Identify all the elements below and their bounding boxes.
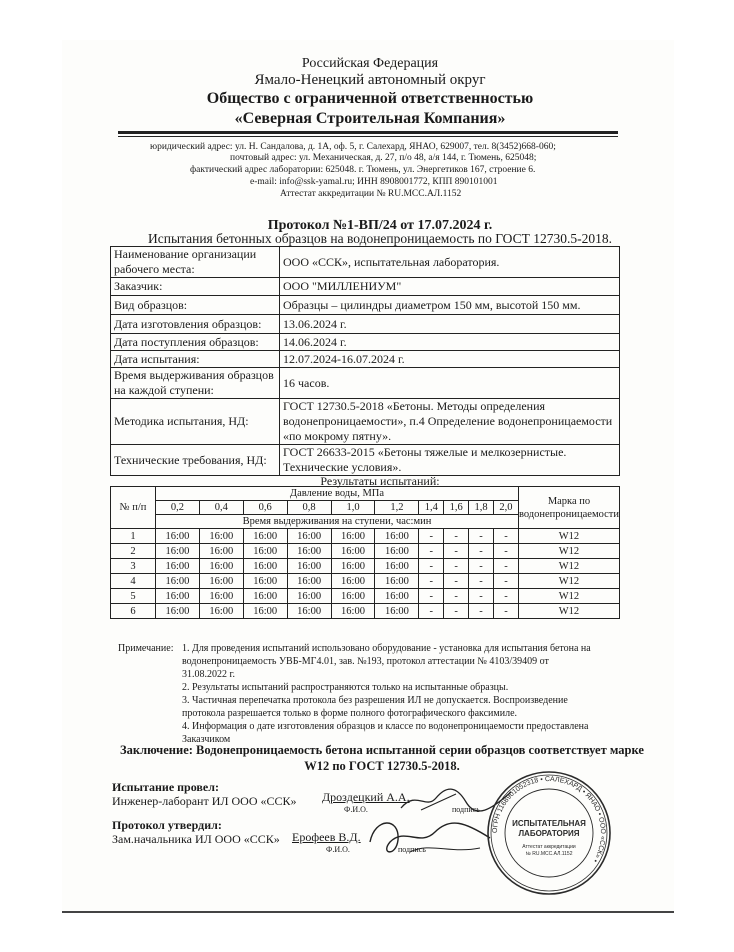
conclusion-line-2: W12 по ГОСТ 12730.5-2018.: [304, 759, 460, 773]
info-value: 12.07.2024-16.07.2024 г.: [280, 351, 620, 368]
header-region: Ямало-Ненецкий автономный округ: [254, 72, 486, 88]
pressure-header: Давление воды, МПа: [156, 487, 519, 501]
note-line: протокола разрешается только в форме полного фотографического факсимиле.: [182, 708, 518, 719]
header-rule-thick: [118, 131, 618, 134]
grade-cell: W12: [518, 574, 619, 589]
info-row: [111, 247, 620, 278]
time-cell: 16:00: [287, 604, 331, 619]
info-value: ГОСТ 12730.5-2018 «Бетоны. Методы определения водонепроницаемости», п.4 Определение водонепроницаемости «по мокрому пятну».: [280, 399, 620, 445]
grade-cell: W12: [518, 529, 619, 544]
time-cell: 16:00: [375, 589, 419, 604]
time-cell: -: [419, 544, 444, 559]
time-cell: 16:00: [243, 529, 287, 544]
results-title: Результаты испытаний:: [320, 474, 440, 488]
table-row: [111, 544, 620, 559]
time-cell: 16:00: [199, 574, 243, 589]
grade-cell: W12: [518, 559, 619, 574]
pressure-value: 2,0: [493, 501, 518, 515]
lab-stamp: [486, 770, 612, 896]
time-cell: 16:00: [287, 559, 331, 574]
header-org-name: «Северная Строительная Компания»: [234, 110, 506, 127]
info-label: Методика испытания, НД:: [111, 399, 280, 445]
protocol-subtitle: Испытания бетонных образцов на водонепроницаемость по ГОСТ 12730.5-2018.: [148, 231, 612, 246]
table-row: [111, 589, 620, 604]
time-cell: -: [444, 544, 469, 559]
time-cell: 16:00: [156, 589, 200, 604]
info-row: [111, 445, 620, 476]
pressure-value: 1,0: [331, 501, 375, 515]
grade-cell: W12: [518, 589, 619, 604]
time-cell: 16:00: [375, 529, 419, 544]
pressure-value: 1,2: [375, 501, 419, 515]
time-cell: 16:00: [243, 589, 287, 604]
info-value: ООО «ССК», испытательная лаборатория.: [280, 247, 620, 278]
time-cell: 16:00: [199, 529, 243, 544]
info-label: Время выдерживания образцов на каждой ступени:: [111, 368, 280, 399]
address-lab: фактический адрес лаборатории: 625048. г. Тюмень, ул. Энергетиков 167, строение 6.: [190, 165, 536, 175]
time-cell: 16:00: [331, 559, 375, 574]
info-row: [111, 399, 620, 445]
time-cell: 16:00: [243, 559, 287, 574]
info-label: Дата изготовления образцов:: [111, 315, 280, 334]
stamp-accr-2: № RU.MCC.АЛ.1152: [525, 851, 573, 857]
tester-position: Инженер-лаборант ИЛ ООО «ССК»: [112, 794, 297, 808]
time-cell: 16:00: [199, 559, 243, 574]
time-cell: 16:00: [156, 544, 200, 559]
address-postal: почтовый адрес: ул. Механическая, д. 27, п/о 48, а/я 144, г. Тюмень, 625048;: [230, 153, 537, 163]
row-number: 3: [111, 559, 156, 574]
signature-approver: [360, 812, 500, 862]
table-row: [111, 559, 620, 574]
time-header: Время выдерживания на ступени, час:мин: [156, 515, 519, 529]
sign-label: подпись: [452, 805, 480, 814]
table-row: [111, 574, 620, 589]
note-line: водонепроницаемость УВБ-МГ4.01, зав. №193, протокол аттестации № 4103/39409 от: [182, 656, 549, 667]
time-cell: 16:00: [199, 589, 243, 604]
time-cell: 16:00: [331, 544, 375, 559]
header-org-type: Общество с ограниченной ответственностью: [206, 90, 534, 107]
results-body: [111, 529, 620, 619]
note-line: Заказчиком: [182, 734, 231, 745]
time-cell: -: [419, 529, 444, 544]
grade-header: Марка по водонепроницаемости: [518, 487, 619, 529]
row-number: 2: [111, 544, 156, 559]
time-cell: 16:00: [156, 529, 200, 544]
info-row: [111, 351, 620, 368]
time-cell: -: [493, 559, 518, 574]
results-header-row: [111, 487, 620, 501]
bottom-rule: [62, 911, 674, 913]
results-table: [110, 486, 620, 619]
time-cell: -: [419, 604, 444, 619]
time-cell: 16:00: [331, 604, 375, 619]
time-cell: 16:00: [331, 529, 375, 544]
info-label: Технические требования, НД:: [111, 445, 280, 476]
header-country: Российская Федерация: [301, 56, 439, 71]
info-row: [111, 368, 620, 399]
grade-cell: W12: [518, 604, 619, 619]
info-row: [111, 278, 620, 296]
table-row: [111, 604, 620, 619]
time-cell: 16:00: [199, 544, 243, 559]
info-row: [111, 296, 620, 315]
time-cell: 16:00: [331, 589, 375, 604]
pressure-value: 1,8: [469, 501, 494, 515]
time-cell: 16:00: [375, 574, 419, 589]
time-cell: -: [419, 559, 444, 574]
pressure-value: 0,4: [199, 501, 243, 515]
header-rule-thin: [118, 136, 618, 137]
approver-position: Зам.начальника ИЛ ООО «ССК»: [112, 832, 280, 846]
time-cell: -: [493, 589, 518, 604]
time-cell: 16:00: [243, 574, 287, 589]
info-value: 14.06.2024 г.: [280, 334, 620, 351]
note-line: 31.08.2022 г.: [182, 669, 235, 680]
grade-cell: W12: [518, 544, 619, 559]
tester-name: Дроздецкий А.А.: [322, 790, 410, 804]
time-cell: -: [493, 529, 518, 544]
time-cell: -: [469, 589, 494, 604]
time-cell: 16:00: [243, 604, 287, 619]
pressure-value: 0,6: [243, 501, 287, 515]
time-cell: 16:00: [243, 544, 287, 559]
info-label: Заказчик:: [111, 278, 280, 296]
info-value: Образцы – цилиндры диаметром 150 мм, высотой 150 мм.: [280, 296, 620, 315]
stamp-center-1: ИСПЫТАТЕЛЬНАЯ: [512, 819, 586, 828]
time-cell: -: [469, 574, 494, 589]
fio-label: Ф.И.О.: [344, 805, 368, 814]
time-cell: 16:00: [331, 574, 375, 589]
info-value: ООО "МИЛЛЕНИУМ": [280, 278, 620, 296]
info-value: 16 часов.: [280, 368, 620, 399]
note-line: 3. Частичная перепечатка протокола без разрешения ИЛ не допускается. Воспроизведение: [182, 695, 568, 706]
time-cell: 16:00: [287, 589, 331, 604]
info-row: [111, 334, 620, 351]
address-accreditation: Аттестат аккредитации № RU.MCC.АЛ.1152: [280, 189, 462, 199]
time-cell: -: [419, 574, 444, 589]
time-cell: 16:00: [287, 574, 331, 589]
info-value: 13.06.2024 г.: [280, 315, 620, 334]
tested-heading: Испытание провел:: [112, 780, 219, 794]
time-cell: 16:00: [375, 604, 419, 619]
row-number: 1: [111, 529, 156, 544]
time-cell: 16:00: [375, 544, 419, 559]
approver-name: Ерофеев В.Д.: [292, 830, 361, 844]
sign-label-2: подпись: [398, 845, 426, 854]
time-cell: -: [493, 604, 518, 619]
time-cell: -: [444, 604, 469, 619]
address-legal: юридический адрес: ул. Н. Сандалова, д. 1А, оф. 5, г. Салехард, ЯНАО, 629007, тел. 8(3452)668-060;: [150, 142, 556, 152]
time-cell: 16:00: [199, 604, 243, 619]
info-label: Дата испытания:: [111, 351, 280, 368]
time-cell: 16:00: [375, 559, 419, 574]
address-email: e-mail: info@ssk-yamal.ru; ИНН 8908001772, КПП 890101001: [250, 177, 498, 187]
approved-heading: Протокол утвердил:: [112, 818, 222, 832]
pressure-value: 1,6: [444, 501, 469, 515]
pressure-value: 1,4: [419, 501, 444, 515]
note-line: 4. Информация о дате изготовления образцов и классе по водонепроницаемости предоставлена: [182, 721, 589, 732]
time-cell: -: [444, 574, 469, 589]
info-label: Наименование организации рабочего места:: [111, 247, 280, 278]
table-row: [111, 529, 620, 544]
time-cell: -: [469, 529, 494, 544]
info-table: [110, 246, 620, 476]
time-cell: -: [493, 544, 518, 559]
stamp-center-2: ЛАБОРАТОРИЯ: [518, 829, 580, 838]
col-num-header: № п/п: [111, 487, 156, 529]
note-line: 2. Результаты испытаний распространяются только на испытанные образцы.: [182, 682, 509, 693]
info-row: [111, 315, 620, 334]
info-value: ГОСТ 26633-2015 «Бетоны тяжелые и мелкозернистые. Технические условия».: [280, 445, 620, 476]
time-cell: -: [444, 559, 469, 574]
time-cell: 16:00: [156, 574, 200, 589]
pressure-value: 0,2: [156, 501, 200, 515]
stamp-accr-1: Аттестат аккредитации: [522, 844, 576, 850]
time-cell: -: [469, 559, 494, 574]
time-cell: -: [444, 589, 469, 604]
info-label: Вид образцов:: [111, 296, 280, 315]
time-cell: -: [493, 574, 518, 589]
row-number: 4: [111, 574, 156, 589]
time-cell: 16:00: [156, 559, 200, 574]
notes-label: Примечание:: [118, 643, 174, 654]
pressure-value: 0,8: [287, 501, 331, 515]
info-label: Дата поступления образцов:: [111, 334, 280, 351]
conclusion-line-1: Заключение: Водонепроницаемость бетона испытанной серии образцов соответствует марке: [120, 743, 644, 757]
stamp-ring-text: ОГРН 1168901052318 • САЛЕХАРД • ЯНАО • ООО «ССК» •: [491, 775, 607, 864]
notes-list: [182, 642, 642, 746]
time-cell: 16:00: [156, 604, 200, 619]
time-cell: 16:00: [287, 529, 331, 544]
time-cell: -: [419, 589, 444, 604]
time-cell: -: [469, 604, 494, 619]
time-cell: -: [469, 544, 494, 559]
note-line: 1. Для проведения испытаний использовано оборудование - установка для испытания бетона на: [182, 643, 591, 654]
row-number: 5: [111, 589, 156, 604]
time-cell: 16:00: [287, 544, 331, 559]
fio-label-2: Ф.И.О.: [326, 845, 350, 854]
time-cell: -: [444, 529, 469, 544]
protocol-title: Протокол №1-ВП/24 от 17.07.2024 г.: [267, 218, 493, 233]
row-number: 6: [111, 604, 156, 619]
